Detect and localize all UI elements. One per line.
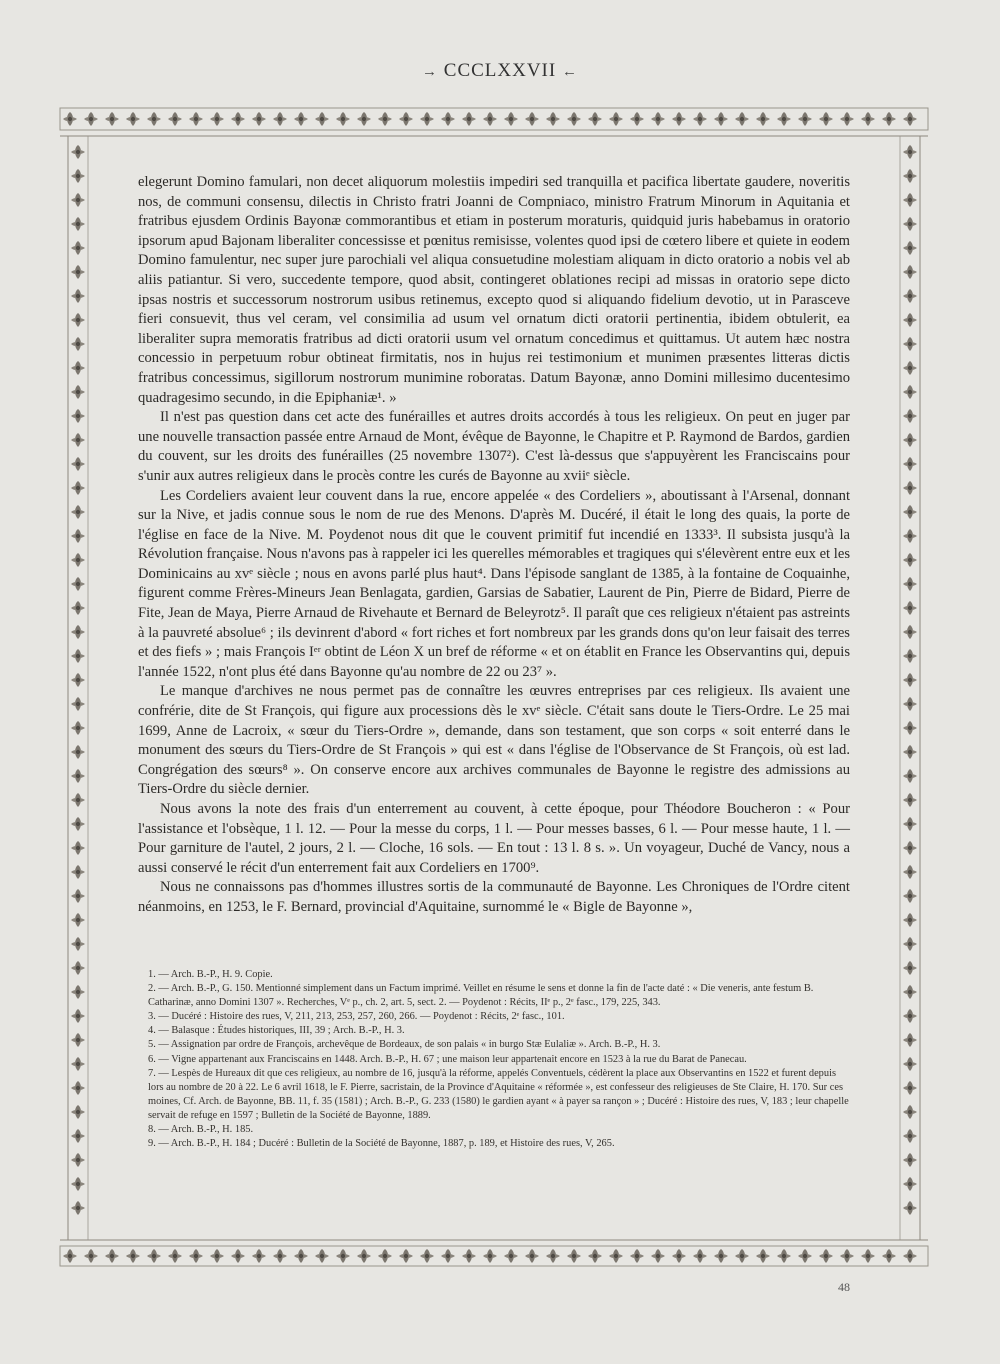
leaf-ornament-icon [651, 1249, 665, 1263]
leaf-ornament-icon [71, 817, 85, 831]
leaf-ornament-icon [798, 112, 812, 126]
leaf-ornament-icon [105, 1249, 119, 1263]
leaf-ornament-icon [903, 529, 917, 543]
leaf-ornament-icon [903, 649, 917, 663]
leaf-ornament-icon [231, 1249, 245, 1263]
leaf-ornament-icon [71, 1057, 85, 1071]
leaf-ornament-icon [903, 913, 917, 927]
leaf-ornament-icon [441, 112, 455, 126]
leaf-ornament-icon [71, 1081, 85, 1095]
leaf-ornament-icon [71, 433, 85, 447]
leaf-ornament-icon [630, 1249, 644, 1263]
leaf-ornament-icon [525, 1249, 539, 1263]
footnote-2: 2. — Arch. B.-P., G. 150. Mentionné simplement dans un Factum imprimé. Veillet en résume le sens et donne la fin de l'acte daté : « Die veneris, ante festum B. Catharinæ, anno Domini 1307 ». Recherches, Vᵉ p., ch. 2, art. 5, sect. 2. — Poydenot : Récits, IIᵉ p., 2ᵉ fasc., 179, 225, 343. [148, 983, 814, 1009]
leaf-ornament-icon [693, 112, 707, 126]
leaf-ornament-icon [71, 1177, 85, 1191]
leaf-ornament-icon [903, 817, 917, 831]
leaf-ornament-icon [882, 1249, 896, 1263]
leaf-ornament-icon [420, 112, 434, 126]
footnote-9: 9. — Arch. B.-P., H. 184 ; Ducéré : Bulletin de la Société de Bayonne, 1887, p. 189, et Histoire des rues, V, 265. [148, 1138, 615, 1150]
leaf-ornament-icon [903, 985, 917, 999]
leaf-ornament-icon [903, 721, 917, 735]
leaf-ornament-icon [71, 1201, 85, 1215]
leaf-ornament-icon [71, 409, 85, 423]
footnote-3: 3. — Ducéré : Histoire des rues, V, 211, 213, 253, 257, 260, 266. — Poydenot : Récits, 2ᵉ fasc., 101. [148, 1011, 565, 1023]
leaf-ornament-icon [315, 1249, 329, 1263]
leaf-ornament-icon [840, 112, 854, 126]
page-title-roman-numeral: CCCLXXVII [443, 60, 557, 81]
leaf-ornament-icon [71, 529, 85, 543]
leaf-ornament-icon [546, 1249, 560, 1263]
leaf-ornament-icon [483, 112, 497, 126]
leaf-ornament-icon [609, 112, 623, 126]
leaf-ornament-icon [71, 385, 85, 399]
paragraph-latin-charter-end: elegerunt Domino famulari, non decet aliquorum molestiis impediri sed tranquilla et pacifica libertate gaudere, noveritis nos, de communi consensu, dilectis in Christo fratri Joanni de Compniaco, ministro Fratrum Minorum in Aquitania et fratribus ejusdem Ordinis Bayonæ commorantibus et etiam in posterum moraturis, quidquid juris habebamus in oratorio ipsorum apud Bajonam liberaliter concessisse et pœnitus remisisse, volentes quod ipsi de cœtero libere et quiete in eodem Domino famulentur, nec super jure parochiali vel aliqua consuetudine molestiam aliquam in dicto oratorio a nobis vel ab aliis patiantur. Si vero, succedente tempore, quod absit, contingeret oblationes recipi ad missas in oratorio sepe dicto ipsas nostris et successorum nostrorum usibus retinemus, excepto quod si aliquando fidelium devotio, ut in Parasceve fieri consuevit, thus vel ceram, vel consimilia ad usum vel ornatum dicti oratorii pertinentia, ibidem obtulerit, ea liberaliter supra memoratis fratribus ad dicti oratorii usum vel ornatum concedimus et quittamus. Ut autem hæc nostra concessio in perpetuum robur obtineat firmitatis, nos in hujus rei testimonium et munimen præsentes litteras dictis fratribus concessimus, sigillorum nostrorum munimine roboratas. Datum Bayonæ, anno Domini millesimo ducentesimo quadragesimo secundo, in die Epiphaniæ¹. » [138, 174, 850, 406]
leaf-ornament-icon [71, 265, 85, 279]
leaf-ornament-icon [71, 841, 85, 855]
leaf-ornament-icon [252, 1249, 266, 1263]
leaf-ornament-icon [735, 112, 749, 126]
main-body-text [138, 173, 850, 918]
leaf-ornament-icon [903, 889, 917, 903]
leaf-ornament-icon [105, 112, 119, 126]
leaf-ornament-icon [903, 1081, 917, 1095]
leaf-ornament-icon [903, 793, 917, 807]
leaf-ornament-icon [546, 112, 560, 126]
leaf-ornament-icon [630, 112, 644, 126]
leaf-ornament-icon [903, 145, 917, 159]
leaf-ornament-icon [567, 1249, 581, 1263]
leaf-ornament-icon [399, 112, 413, 126]
leaf-ornament-icon [63, 112, 77, 126]
leaf-ornament-icon [903, 1129, 917, 1143]
leaf-ornament-icon [462, 112, 476, 126]
leaf-ornament-icon [71, 601, 85, 615]
leaf-ornament-icon [71, 1009, 85, 1023]
leaf-ornament-icon [903, 112, 917, 126]
leaf-ornament-icon [819, 112, 833, 126]
leaf-ornament-icon [71, 913, 85, 927]
leaf-ornament-icon [504, 112, 518, 126]
leaf-ornament-icon [861, 1249, 875, 1263]
leaf-ornament-icon [882, 112, 896, 126]
leaf-ornament-icon [903, 553, 917, 567]
leaf-ornament-icon [525, 112, 539, 126]
leaf-ornament-icon [903, 313, 917, 327]
leaf-ornament-icon [210, 112, 224, 126]
leaf-ornament-icon [84, 1249, 98, 1263]
leaf-ornament-icon [756, 112, 770, 126]
leaf-ornament-icon [861, 112, 875, 126]
leaf-ornament-icon [71, 793, 85, 807]
leaf-ornament-icon [71, 193, 85, 207]
leaf-ornament-icon [903, 1201, 917, 1215]
leaf-ornament-icon [210, 1249, 224, 1263]
leaf-ornament-icon [71, 553, 85, 567]
leaf-ornament-icon [567, 112, 581, 126]
leaf-ornament-icon [71, 961, 85, 975]
leaf-ornament-icon [71, 625, 85, 639]
leaf-ornament-icon [294, 112, 308, 126]
leaf-ornament-icon [903, 769, 917, 783]
leaf-ornament-icon [420, 1249, 434, 1263]
leaf-ornament-icon [903, 361, 917, 375]
leaf-ornament-icon [71, 313, 85, 327]
leaf-ornament-icon [71, 697, 85, 711]
leaf-ornament-icon [71, 1153, 85, 1167]
leaf-ornament-icon [903, 217, 917, 231]
leaf-ornament-icon [903, 1249, 917, 1263]
leaf-ornament-icon [903, 433, 917, 447]
leaf-ornament-icon [903, 505, 917, 519]
leaf-ornament-icon [903, 961, 917, 975]
paragraph-hommes-illustres: Nous ne connaissons pas d'hommes illustres sortis de la communauté de Bayonne. Les Chroniques de l'Ordre citent néanmoins, en 1253, le F. Bernard, provincial d'Aquitaine, surnommé le « Bigle de Bayonne », [138, 879, 850, 915]
leaf-ornament-icon [903, 841, 917, 855]
leaf-ornament-icon [357, 112, 371, 126]
leaf-ornament-icon [71, 745, 85, 759]
leaf-ornament-icon [651, 112, 665, 126]
leaf-ornament-icon [735, 1249, 749, 1263]
left-arrow-ornament: ← [561, 64, 578, 80]
leaf-ornament-icon [71, 865, 85, 879]
leaf-ornament-icon [903, 1177, 917, 1191]
footnotes-section [142, 968, 854, 1151]
leaf-ornament-icon [71, 577, 85, 591]
leaf-ornament-icon [231, 112, 245, 126]
leaf-ornament-icon [903, 1033, 917, 1047]
leaf-ornament-icon [903, 289, 917, 303]
leaf-ornament-icon [71, 145, 85, 159]
leaf-ornament-icon [71, 985, 85, 999]
leaf-ornament-icon [441, 1249, 455, 1263]
leaf-ornament-icon [126, 112, 140, 126]
leaf-ornament-icon [903, 385, 917, 399]
leaf-ornament-icon [588, 112, 602, 126]
leaf-ornament-icon [147, 1249, 161, 1263]
leaf-ornament-icon [71, 1129, 85, 1143]
leaf-ornament-icon [71, 457, 85, 471]
leaf-ornament-icon [189, 1249, 203, 1263]
leaf-ornament-icon [483, 1249, 497, 1263]
leaf-ornament-icon [903, 1105, 917, 1119]
leaf-ornament-icon [71, 937, 85, 951]
leaf-ornament-icon [798, 1249, 812, 1263]
leaf-ornament-icon [168, 1249, 182, 1263]
leaf-ornament-icon [71, 289, 85, 303]
leaf-ornament-icon [462, 1249, 476, 1263]
footnote-5: 5. — Assignation par ordre de François, archevêque de Bordeaux, de son palais « in burgo Stæ Eulaliæ ». Arch. B.-P., H. 3. [148, 1039, 661, 1051]
leaf-ornament-icon [336, 1249, 350, 1263]
leaf-ornament-icon [609, 1249, 623, 1263]
leaf-ornament-icon [189, 112, 203, 126]
leaf-ornament-icon [504, 1249, 518, 1263]
leaf-ornament-icon [903, 193, 917, 207]
leaf-ornament-icon [252, 112, 266, 126]
leaf-ornament-icon [840, 1249, 854, 1263]
leaf-ornament-icon [399, 1249, 413, 1263]
paragraph-enterrement: Nous avons la note des frais d'un enterrement au couvent, à cette époque, pour Théodore Boucheron : « Pour l'assistance et l'obsèque, 1 l. 12. — Pour la messe du corps, 1 l. — Pour messes basses, 6 l. — Pour messe haute, 1 l. — Pour garniture de l'autel, 2 jours, 2 l. — Cloche, 16 sols. — En tout : 13 l. 8 s. ». Un voyageur, Duché de Vancy, nous a aussi conservé le récit d'un enterrement fait aux Cordeliers en 1700⁹. [138, 801, 850, 876]
leaf-ornament-icon [903, 409, 917, 423]
leaf-ornament-icon [84, 112, 98, 126]
page-header [0, 60, 1000, 82]
leaf-ornament-icon [588, 1249, 602, 1263]
paragraph-funerailles: Il n'est pas question dans cet acte des funérailles et autres droits accordés à tous les religieux. On peut en juger par une nouvelle transaction passée entre Arnaud de Mont, évêque de Bayonne, le Chapitre et P. Raymond de Bardos, gardien du couvent, sur les droits des funérailles (25 novembre 1307²). C'est là-dessus que s'appuyèrent les Franciscains pour s'unir aux autres religieux dans le procès contre les curés de Bayonne au xviiᵉ siècle. [138, 409, 850, 484]
leaf-ornament-icon [294, 1249, 308, 1263]
leaf-ornament-icon [672, 1249, 686, 1263]
leaf-ornament-icon [71, 337, 85, 351]
footnote-4: 4. — Balasque : Études historiques, III, 39 ; Arch. B.-P., H. 3. [148, 1025, 405, 1037]
footnote-1: 1. — Arch. B.-P., H. 9. Copie. [148, 969, 273, 980]
leaf-ornament-icon [273, 1249, 287, 1263]
leaf-ornament-icon [777, 1249, 791, 1263]
leaf-ornament-icon [903, 481, 917, 495]
leaf-ornament-icon [903, 745, 917, 759]
leaf-ornament-icon [903, 1009, 917, 1023]
leaf-ornament-icon [819, 1249, 833, 1263]
leaf-ornament-icon [71, 649, 85, 663]
leaf-ornament-icon [903, 337, 917, 351]
leaf-ornament-icon [714, 112, 728, 126]
leaf-ornament-icon [273, 112, 287, 126]
leaf-ornament-icon [357, 1249, 371, 1263]
leaf-ornament-icon [903, 601, 917, 615]
leaf-ornament-icon [903, 625, 917, 639]
leaf-ornament-icon [903, 241, 917, 255]
leaf-ornament-icon [71, 721, 85, 735]
leaf-ornament-icon [71, 505, 85, 519]
footnote-6: 6. — Vigne appartenant aux Franciscains en 1448. Arch. B.-P., H. 67 ; une maison leur appartenait encore en 1523 à la rue du Barat de Panecau. [148, 1053, 747, 1065]
leaf-ornament-icon [147, 112, 161, 126]
leaf-ornament-icon [71, 1105, 85, 1119]
leaf-ornament-icon [71, 769, 85, 783]
footnote-8: 8. — Arch. B.-P., H. 185. [148, 1124, 254, 1136]
leaf-ornament-icon [903, 169, 917, 183]
leaf-ornament-icon [903, 937, 917, 951]
leaf-ornament-icon [71, 1033, 85, 1047]
leaf-ornament-icon [71, 361, 85, 375]
leaf-ornament-icon [903, 1057, 917, 1071]
leaf-ornament-icon [71, 217, 85, 231]
leaf-ornament-icon [777, 112, 791, 126]
paragraph-tiers-ordre: Le manque d'archives ne nous permet pas de connaître les œuvres entreprises par ces religieux. Ils avaient une confrérie, dite de St François, qui figure aux processions dès le xvᵉ siècle. C'était sans doute le Tiers-Ordre. Le 25 mai 1699, Anne de Lacroix, « sœur du Tiers-Ordre », demande, dans son testament, que son corps « soit enterré dans le monument des sœurs du Tiers-Ordre de St François » qui est « dans l'église de l'Observance de St François, où est lad. Congrégation des sœurs⁸ ». On conserve encore aux archives communales de Bayonne le registre des admissions au Tiers-Ordre du siècle dernier. [138, 683, 850, 798]
leaf-ornament-icon [315, 112, 329, 126]
leaf-ornament-icon [714, 1249, 728, 1263]
leaf-ornament-icon [903, 265, 917, 279]
leaf-ornament-icon [336, 112, 350, 126]
leaf-ornament-icon [903, 457, 917, 471]
leaf-ornament-icon [903, 697, 917, 711]
leaf-ornament-icon [71, 673, 85, 687]
leaf-ornament-icon [71, 481, 85, 495]
leaf-ornament-icon [903, 865, 917, 879]
page-number: 48 [838, 1280, 850, 1294]
footnote-7: 7. — Lespès de Hureaux dit que ces religieux, au nombre de 16, jusqu'à la réforme, appelés Conventuels, cédèrent la place aux Observantins en 1522 et furent depuis lors au nombre de 20 à 22. Le 6 avril 1618, le F. Pierre, sacristain, de la Province d'Aquitaine « réformée », est confesseur des religieuses de Ste Claire, H. 170. Sur ces moines, Cf. Arch. de Bayonne, BB. 11, f. 35 (1581) ; Arch. B.-P., G. 233 (1580) le gardien ayant « à payer sa rançon » ; Ducéré : Histoire des rues, V, 183 ; leur chapelle servait de refuge en 1597 ; Bulletin de la Société de Bayonne, 1889. [148, 1067, 849, 1121]
leaf-ornament-icon [672, 112, 686, 126]
leaf-ornament-icon [693, 1249, 707, 1263]
leaf-ornament-icon [71, 889, 85, 903]
leaf-ornament-icon [756, 1249, 770, 1263]
leaf-ornament-icon [378, 1249, 392, 1263]
leaf-ornament-icon [903, 1153, 917, 1167]
leaf-ornament-icon [903, 577, 917, 591]
leaf-ornament-icon [903, 673, 917, 687]
leaf-ornament-icon [63, 1249, 77, 1263]
leaf-ornament-icon [126, 1249, 140, 1263]
leaf-ornament-icon [168, 112, 182, 126]
right-arrow-ornament: → [422, 64, 439, 80]
leaf-ornament-icon [378, 112, 392, 126]
paragraph-cordeliers: Les Cordeliers avaient leur couvent dans la rue, encore appelée « des Cordeliers », aboutissant à l'Arsenal, donnant sur la Nive, et jadis connue sous le nom de rue des Menons. D'après M. Ducéré, il était le long des quais, la porte de l'église en face de la Nive. M. Poydenot nous dit que le couvent primitif fut incendié en 1333³. Il subsista jusqu'à la Révolution française. Nous n'avons pas à rappeler ici les querelles mémorables et tragiques qui s'élevèrent entre eux et les Dominicains au xvᵉ siècle ; nous en avons parlé plus haut⁴. Dans l'épisode sanglant de 1385, à la fontaine de Coquainhe, figurent comme Frères-Mineurs Jean Benlagata, gardien, Garsias de Sabatier, Laurent de Pin, Pierre de Bidard, Pierre de Fite, Jean de Maya, Pierre Arnaud de Rivehaute et Bernard de Beleyrotz⁵. Il paraît que ces religieux n'étaient pas astreints à la pauvreté absolue⁶ ; ils devinrent d'abord « fort riches et fort nombreux par les grands dons qu'on leur faisait des terres et des fiefs » ; mais François Iᵉʳ obtint de Léon X un bref de réforme « et on établit en France les Observantins qui, depuis l'année 1522, n'ont plus été dans Bayonne qu'au nombre de 22 ou 23⁷ ». [138, 487, 850, 680]
leaf-ornament-icon [71, 241, 85, 255]
leaf-ornament-icon [71, 169, 85, 183]
